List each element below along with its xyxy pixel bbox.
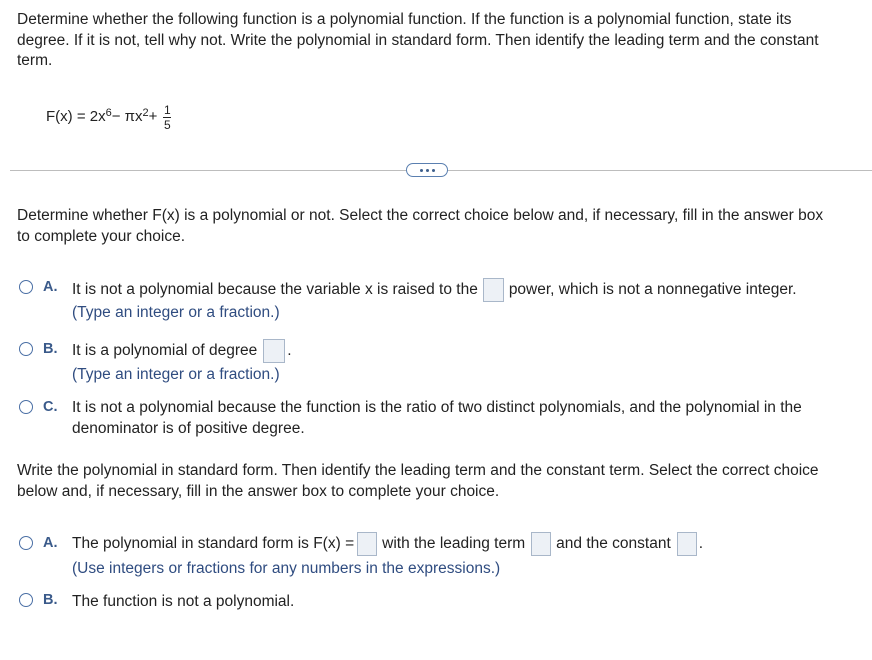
part1-choice-c-radio[interactable]: [19, 400, 33, 414]
part1-choice-b-letter: B.: [43, 341, 58, 357]
part2-choice-a-radio[interactable]: [19, 536, 33, 550]
choice-text: denominator is of positive degree.: [72, 419, 305, 437]
function-expression: [46, 96, 171, 136]
part1-choice-b-text: [72, 339, 292, 363]
part1-choice-a-text: [72, 278, 797, 302]
standard-form-answer-box[interactable]: [357, 532, 377, 556]
part2-choice-b-letter: B.: [43, 592, 58, 608]
fraction-denominator: 5: [164, 117, 171, 132]
function-lhs: F(x) = 2x: [46, 107, 106, 125]
exponent-2: 2: [142, 107, 149, 119]
exponent-answer-box[interactable]: [483, 278, 504, 302]
dot-icon: [426, 169, 429, 172]
fraction-numerator: 1: [164, 102, 171, 117]
fraction: [163, 103, 171, 132]
question-line: Determine whether the following function is a polynomial function. If the function is a polynomial function, state its: [17, 11, 792, 28]
choice-text: with the leading term: [382, 535, 526, 552]
leading-term-answer-box[interactable]: [531, 532, 551, 556]
choice-text: It is not a polynomial because the function is the ratio of two distinct polynomials, and the polynomial in the: [72, 399, 802, 416]
choice-text: .: [698, 535, 704, 552]
choice-text: It is not a polynomial because the variable x is raised to the: [72, 281, 478, 298]
choice-text: .: [287, 342, 292, 359]
more-options-button[interactable]: [406, 163, 448, 177]
dot-icon: [420, 169, 423, 172]
part1-choice-c-text: [72, 398, 802, 439]
choice-text: The polynomial in standard form is F(x) =: [72, 535, 355, 552]
dot-icon: [432, 169, 435, 172]
choice-text: power, which is not a nonnegative integer.: [508, 281, 797, 298]
part1-prompt: [17, 206, 823, 247]
function-plus: +: [148, 107, 158, 125]
function-mid: − πx: [111, 107, 143, 125]
prompt-line: Determine whether F(x) is a polynomial or not. Select the correct choice below and, if necessary, fill in the answer box: [17, 207, 824, 224]
part2-choice-a-letter: A.: [43, 535, 58, 551]
part1-choice-c-letter: C.: [43, 399, 58, 415]
prompt-line: Write the polynomial in standard form. Then identify the leading term and the constant term. Select the correct choice: [17, 462, 819, 479]
part1-choice-b-radio[interactable]: [19, 342, 33, 356]
part2-choice-b-text: The function is not a polynomial.: [72, 593, 295, 610]
prompt-line: to complete your choice.: [17, 227, 186, 245]
part1-choice-a-radio[interactable]: [19, 280, 33, 294]
question-text: [17, 10, 819, 72]
part2-choice-a-hint: (Use integers or fractions for any numbers in the expressions.): [72, 560, 501, 577]
degree-answer-box[interactable]: [263, 339, 285, 363]
exponent-6: 6: [105, 107, 112, 119]
choice-text: and the constant: [556, 535, 671, 552]
part1-choice-a-letter: A.: [43, 279, 58, 295]
prompt-line: below and, if necessary, fill in the answer box to complete your choice.: [17, 482, 500, 500]
part2-choice-a-text: [72, 532, 703, 556]
part1-choice-a-hint: (Type an integer or a fraction.): [72, 304, 280, 321]
part2-choice-b-radio[interactable]: [19, 593, 33, 607]
question-line: term.: [17, 52, 53, 69]
part2-prompt: [17, 461, 819, 502]
part1-choice-b-hint: (Type an integer or a fraction.): [72, 366, 280, 383]
choice-text: It is a polynomial of degree: [72, 342, 258, 359]
constant-term-answer-box[interactable]: [677, 532, 697, 556]
question-line: degree. If it is not, tell why not. Write the polynomial in standard form. Then identify the leading term and the constant: [17, 31, 819, 49]
